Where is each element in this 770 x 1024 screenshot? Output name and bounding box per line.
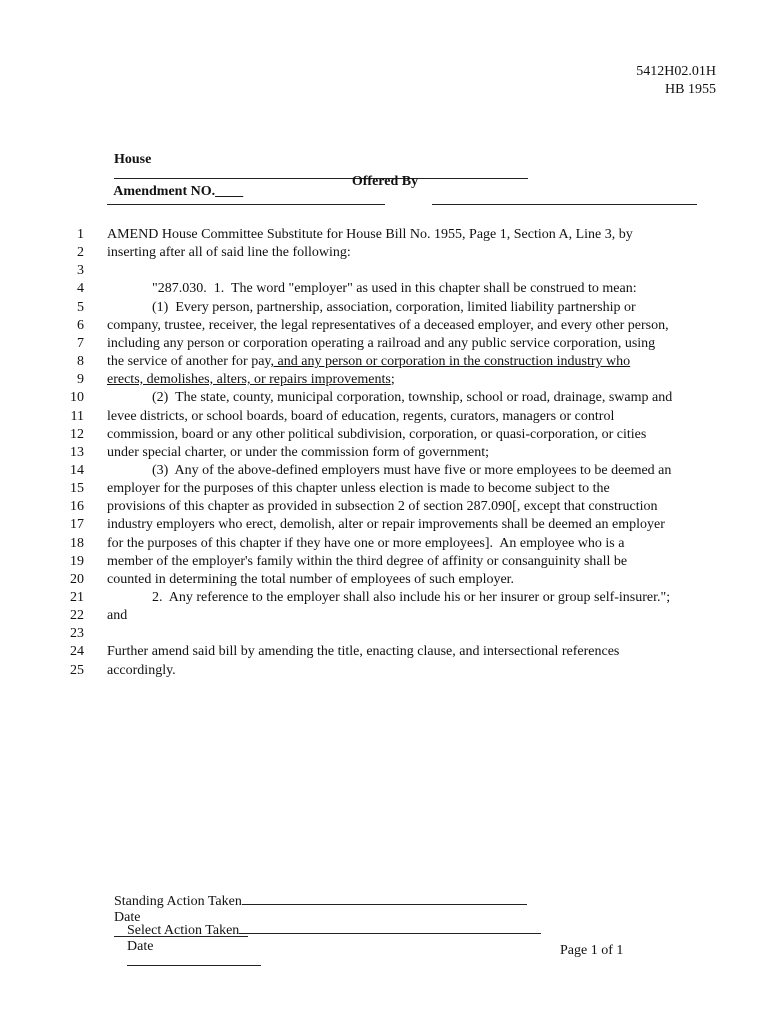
text-segment: industry employers who erect, demolish, alter or repair improvements shall be deemed an employer (107, 517, 665, 532)
standing-action-blank (242, 904, 527, 905)
line-text (152, 463, 671, 479)
text-segment: member of the employer's family within the third degree of affinity or consanguinity shall be (107, 554, 628, 569)
text-segment: commission, board or any other political subdivision, corporation, or quasi-corporation, or cities (107, 427, 647, 442)
line-number: 20 (70, 572, 84, 587)
line-text (107, 336, 655, 352)
text-segment: including any person or corporation operating a railroad and any public service corporation, using (107, 336, 656, 351)
text-segment: (2) The state, county, municipal corporation, township, school or road, drainage, swamp and (152, 390, 673, 405)
select-date-blank (127, 965, 261, 966)
line-text (107, 445, 489, 461)
text-segment: and (107, 608, 128, 623)
line-text (107, 663, 176, 679)
line-text (107, 318, 669, 334)
page-number: Page 1 of 1 (560, 943, 624, 958)
line-number: 9 (77, 372, 84, 387)
house-amendment-line (107, 136, 528, 200)
offered-by-blank-left (107, 204, 385, 205)
line-number: 24 (70, 644, 84, 659)
amendment-number-blank: ____ (215, 184, 244, 199)
inserted-text: erects, demolishes, alters, or repairs improvements (107, 372, 391, 387)
line-number: 19 (70, 554, 84, 569)
line-number: 3 (77, 263, 84, 278)
text-segment: ; (390, 372, 395, 387)
line-number: 6 (77, 318, 84, 333)
line-text (107, 554, 627, 570)
text-segment: the service of another for pay (107, 354, 271, 369)
line-number: 2 (77, 245, 84, 260)
line-text (107, 409, 614, 425)
text-segment: under special charter, or under the commission form of government; (107, 445, 489, 460)
line-number: 5 (77, 300, 84, 315)
line-number: 7 (77, 336, 84, 351)
line-text (107, 227, 633, 243)
text-segment: provisions of this chapter as provided in subsection 2 of section 287.090[, except that construction (107, 499, 658, 514)
line-text (107, 481, 610, 497)
line-text (152, 590, 670, 606)
text-segment: "287.030. 1. The word "employer" as used in this chapter shall be construed to mean: (152, 281, 637, 296)
offered-by-blank-right (432, 204, 697, 205)
line-number: 17 (70, 517, 84, 532)
text-segment: company, trustee, receiver, the legal representatives of a deceased employer, and every other person, (107, 318, 669, 333)
text-segment: 2. Any reference to the employer shall also include his or her insurer or group self-insurer."; (152, 590, 671, 605)
text-segment: for the purposes of this chapter if they have one or more employees]. An employee who is a (107, 536, 625, 551)
amendment-label: Amendment NO. (113, 184, 216, 199)
line-number: 8 (77, 354, 84, 369)
line-text (107, 499, 658, 515)
text-segment: (3) Any of the above-defined employers must have five or more employees to be deemed an (152, 463, 672, 478)
line-text (152, 281, 637, 297)
text-segment: AMEND House Committee Substitute for House Bill No. 1955, Page 1, Section A, Line 3, by (107, 227, 633, 242)
line-text (107, 354, 630, 370)
line-number: 1 (77, 227, 84, 242)
text-segment: Further amend said bill by amending the title, enacting clause, and intersectional references (107, 644, 620, 659)
text-segment: counted in determining the total number of employees of such employer. (107, 572, 515, 587)
select-action-blank (239, 933, 541, 934)
line-number: 15 (70, 481, 84, 496)
line-number: 4 (77, 281, 84, 296)
text-segment: inserting after all of said line the following: (107, 245, 351, 260)
line-text (107, 608, 127, 624)
select-action-label: Select Action Taken (127, 923, 240, 938)
document-id: 5412H02.01H (636, 64, 716, 79)
text-segment: employer for the purposes of this chapter unless election is made to become subject to the (107, 481, 610, 496)
line-number: 10 (70, 390, 84, 405)
line-number: 11 (70, 409, 84, 424)
text-segment: levee districts, or school boards, board of education, regents, curators, managers or control (107, 409, 615, 424)
standing-date-label: Date (114, 910, 141, 925)
line-text (107, 245, 351, 261)
bill-number: HB 1955 (665, 82, 716, 97)
line-number: 12 (70, 427, 84, 442)
offered-by-label: Offered By (351, 174, 419, 189)
house-label: House (114, 152, 152, 167)
line-number: 16 (70, 499, 84, 514)
select-action-row (120, 907, 541, 971)
inserted-text: , and any person or corporation in the construction industry who (270, 354, 631, 369)
line-number: 21 (70, 590, 84, 605)
line-number: 25 (70, 663, 84, 678)
line-number: 23 (70, 626, 84, 641)
line-text (107, 644, 619, 660)
standing-action-label: Standing Action Taken (114, 894, 242, 909)
line-number: 13 (70, 445, 84, 460)
line-text (107, 427, 646, 443)
line-text (152, 390, 672, 406)
line-number: 18 (70, 536, 84, 551)
line-text (107, 517, 665, 533)
select-date-label: Date (127, 939, 154, 954)
line-text (152, 300, 636, 316)
line-number: 22 (70, 608, 84, 623)
line-text (107, 572, 514, 588)
text-segment: (1) Every person, partnership, association, corporation, limited liability partnership or (152, 300, 636, 315)
line-text (107, 536, 624, 552)
line-number: 14 (70, 463, 84, 478)
text-segment: accordingly. (107, 663, 176, 678)
line-text (107, 372, 395, 388)
